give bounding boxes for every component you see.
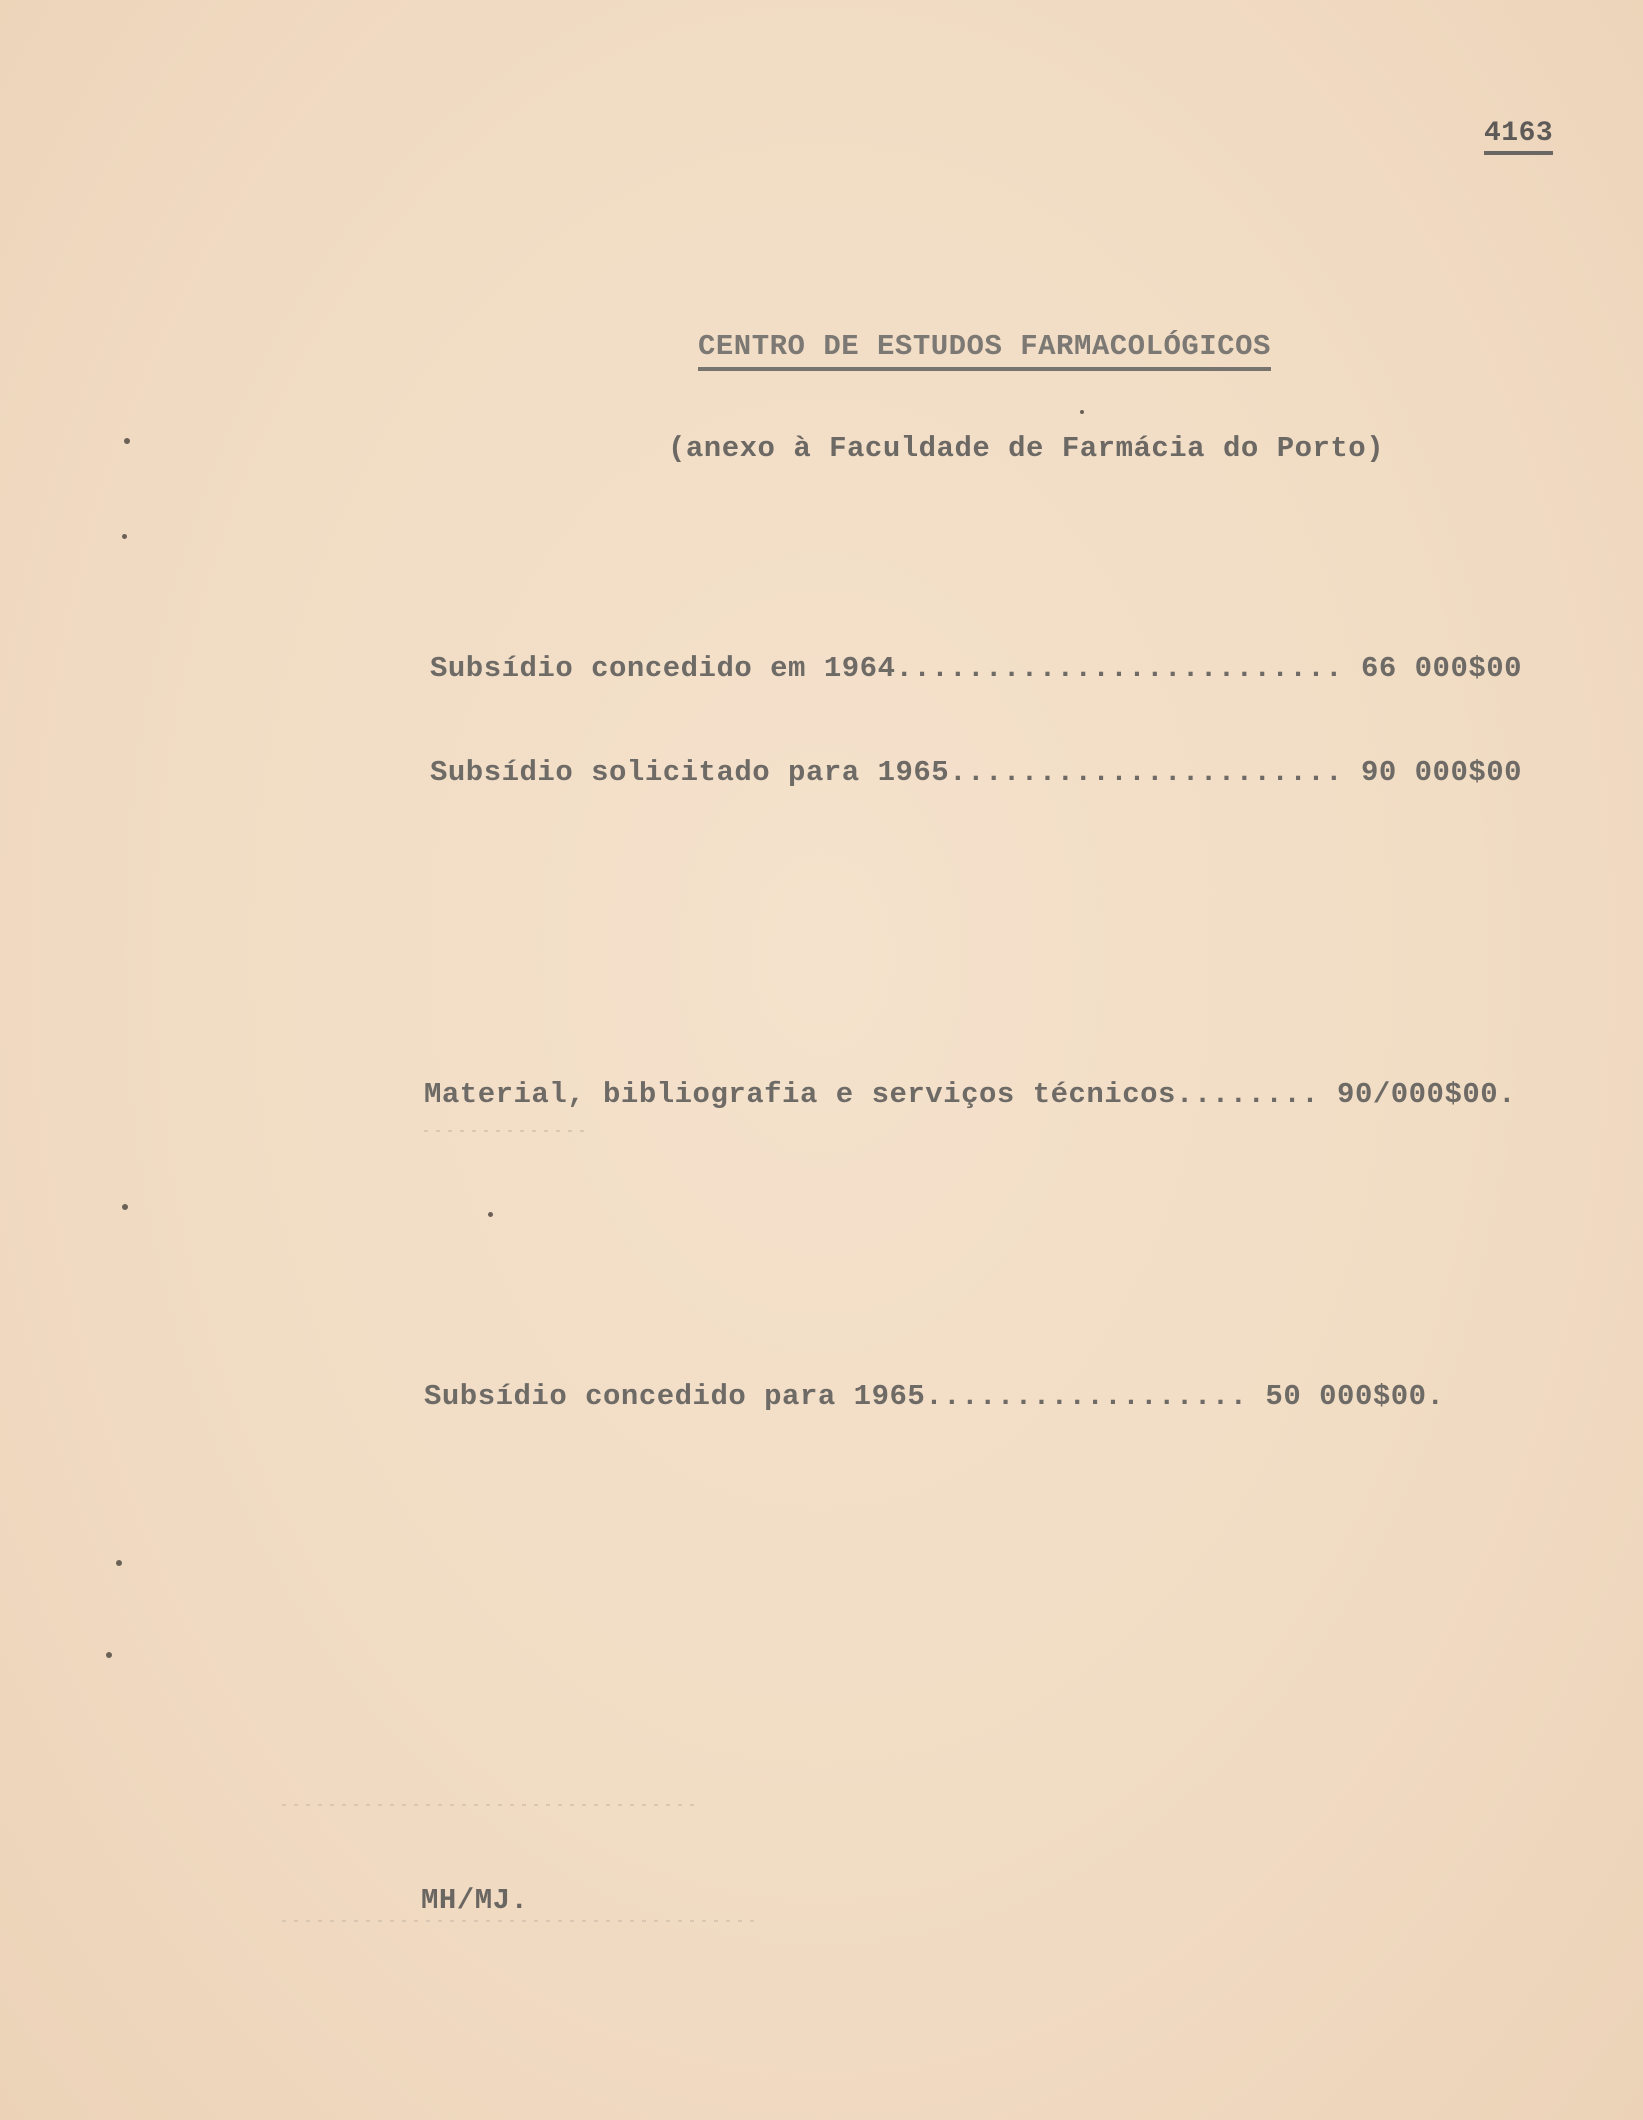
paper-speck xyxy=(106,1652,112,1658)
document-subtitle: (anexo à Faculdade de Farmácia do Porto) xyxy=(668,432,1385,465)
budget-row-requested-1965: Subsídio solicitado para 1965...................... 90 000$00 xyxy=(430,756,1523,789)
paper-speck xyxy=(116,1560,122,1566)
paper-speck xyxy=(122,1204,128,1210)
budget-row-granted-1964: Subsídio concedido em 1964......................... 66 000$00 xyxy=(430,652,1523,685)
faint-typing-trace xyxy=(424,1130,584,1132)
faint-typing-trace xyxy=(282,1920,762,1922)
page-number: 4163 xyxy=(1484,118,1553,155)
budget-row-granted-1965: Subsídio concedido para 1965.................. 50 000$00. xyxy=(424,1380,1445,1413)
paper-speck xyxy=(1080,410,1084,414)
faint-typing-trace xyxy=(282,1804,702,1806)
typist-initials: MH/MJ. xyxy=(421,1884,529,1917)
paper-speck xyxy=(122,534,127,539)
document-title: CENTRO DE ESTUDOS FARMACOLÓGICOS xyxy=(698,330,1271,371)
paper-speck xyxy=(124,438,130,444)
budget-row-material-services: Material, bibliografia e serviços técnicos........ 90/000$00. xyxy=(424,1078,1517,1111)
paper-speck xyxy=(488,1212,493,1217)
